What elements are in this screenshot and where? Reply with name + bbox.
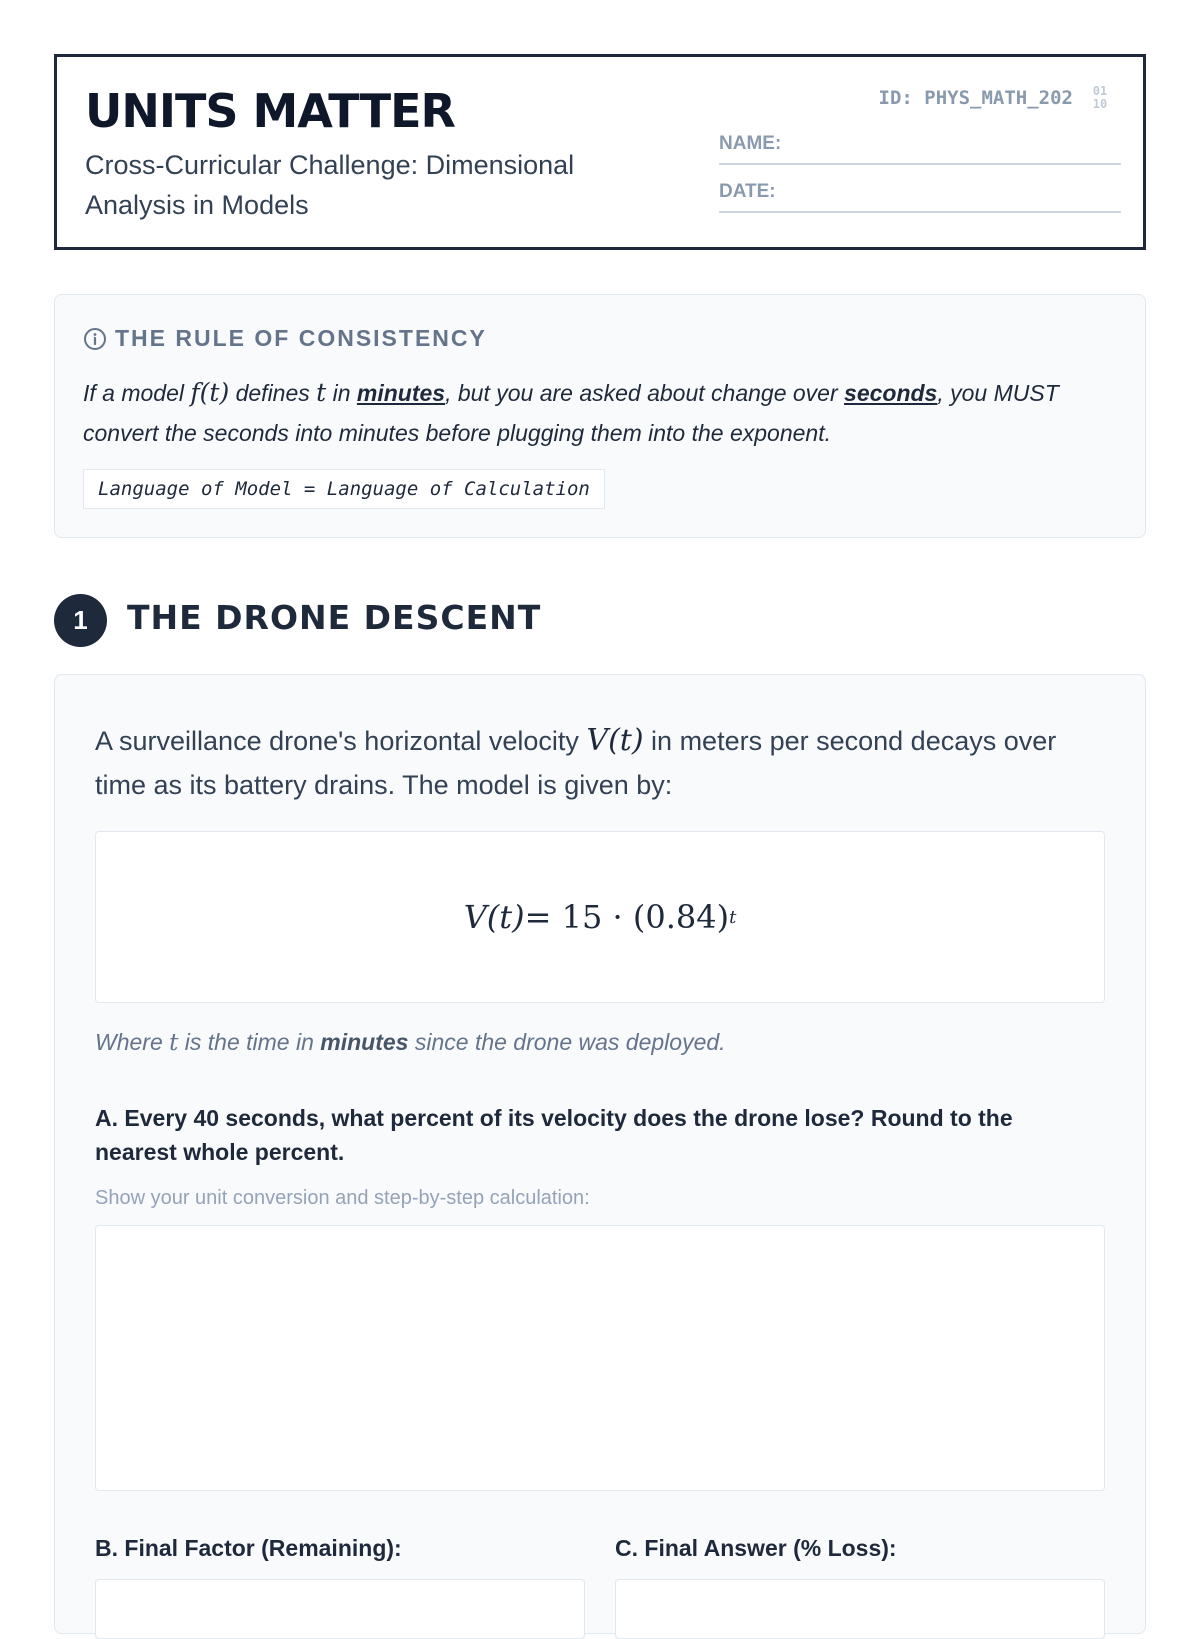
question-a-hint: Show your unit conversion and step-by-step calculation: xyxy=(95,1187,590,1209)
page-title: UNITS MATTER xyxy=(85,84,455,138)
math-v-of-t: V(t) xyxy=(586,723,644,758)
emphasis-minutes: minutes xyxy=(356,380,446,406)
rule-text-part: , but you are asked about change over xyxy=(445,380,845,406)
variable-note xyxy=(95,1029,726,1056)
note-math-t: t xyxy=(169,1030,179,1056)
formula-lhs: V(t) xyxy=(463,898,525,936)
question-c: C. Final Answer (% Loss): xyxy=(615,1535,897,1561)
intro-part: in meters per second decays over time as its battery drains. The model is given by: xyxy=(95,726,1057,800)
note-emphasis-minutes: minutes xyxy=(320,1029,409,1055)
note-part: is the time in xyxy=(178,1029,321,1055)
rule-heading-label: THE RULE OF CONSISTENCY xyxy=(115,325,487,351)
intro-part: A surveillance drone's horizontal velocity xyxy=(95,726,587,756)
note-part: since the drone was deployed. xyxy=(408,1029,726,1055)
binary-decoration xyxy=(1087,85,1113,111)
final-factor-input[interactable] xyxy=(95,1579,585,1639)
name-label: NAME: xyxy=(719,133,782,154)
rule-text-part: If a model xyxy=(83,380,191,406)
rule-text xyxy=(83,373,1123,453)
section-title: THE DRONE DESCENT xyxy=(127,598,542,637)
problem-card xyxy=(54,674,1146,1634)
note-part: Where xyxy=(95,1029,170,1055)
name-field[interactable] xyxy=(719,133,1121,165)
math-f-of-t: f(t) xyxy=(190,378,230,407)
rule-heading xyxy=(83,325,487,352)
worksheet-id: ID: PHYS_MATH_202 xyxy=(878,87,1073,109)
page-subtitle: Cross-Curricular Challenge: Dimensional Analysis in Models xyxy=(85,150,575,220)
worksheet-header xyxy=(54,54,1146,250)
model-formula xyxy=(95,831,1105,1003)
work-answer-box[interactable] xyxy=(95,1225,1105,1491)
rule-text-part: in xyxy=(326,380,357,406)
binary-bottom: 10 xyxy=(1092,97,1108,111)
formula-exponent: t xyxy=(729,906,737,928)
question-a: A. Every 40 seconds, what percent of its velocity does the drone lose? Round to the nearest whole percent. xyxy=(95,1105,1013,1165)
rule-formula: Language of Model = Language of Calculation xyxy=(83,469,605,509)
date-field[interactable] xyxy=(719,181,1121,213)
question-b: B. Final Factor (Remaining): xyxy=(95,1535,402,1561)
binary-top: 01 xyxy=(1092,84,1108,98)
problem-intro xyxy=(95,719,1095,807)
rule-text-part: , you MUST convert the seconds into minutes before plugging them into the exponent. xyxy=(83,380,1059,446)
rule-text-part: defines xyxy=(229,380,317,406)
info-icon xyxy=(83,327,107,351)
section-number-badge: 1 xyxy=(54,594,107,647)
final-answer-input[interactable] xyxy=(615,1579,1105,1639)
date-label: DATE: xyxy=(719,181,776,202)
emphasis-seconds: seconds xyxy=(844,380,938,406)
formula-rhs: = 15 · (0.84) xyxy=(524,898,730,936)
rule-callout xyxy=(54,294,1146,538)
math-t: t xyxy=(316,378,327,407)
